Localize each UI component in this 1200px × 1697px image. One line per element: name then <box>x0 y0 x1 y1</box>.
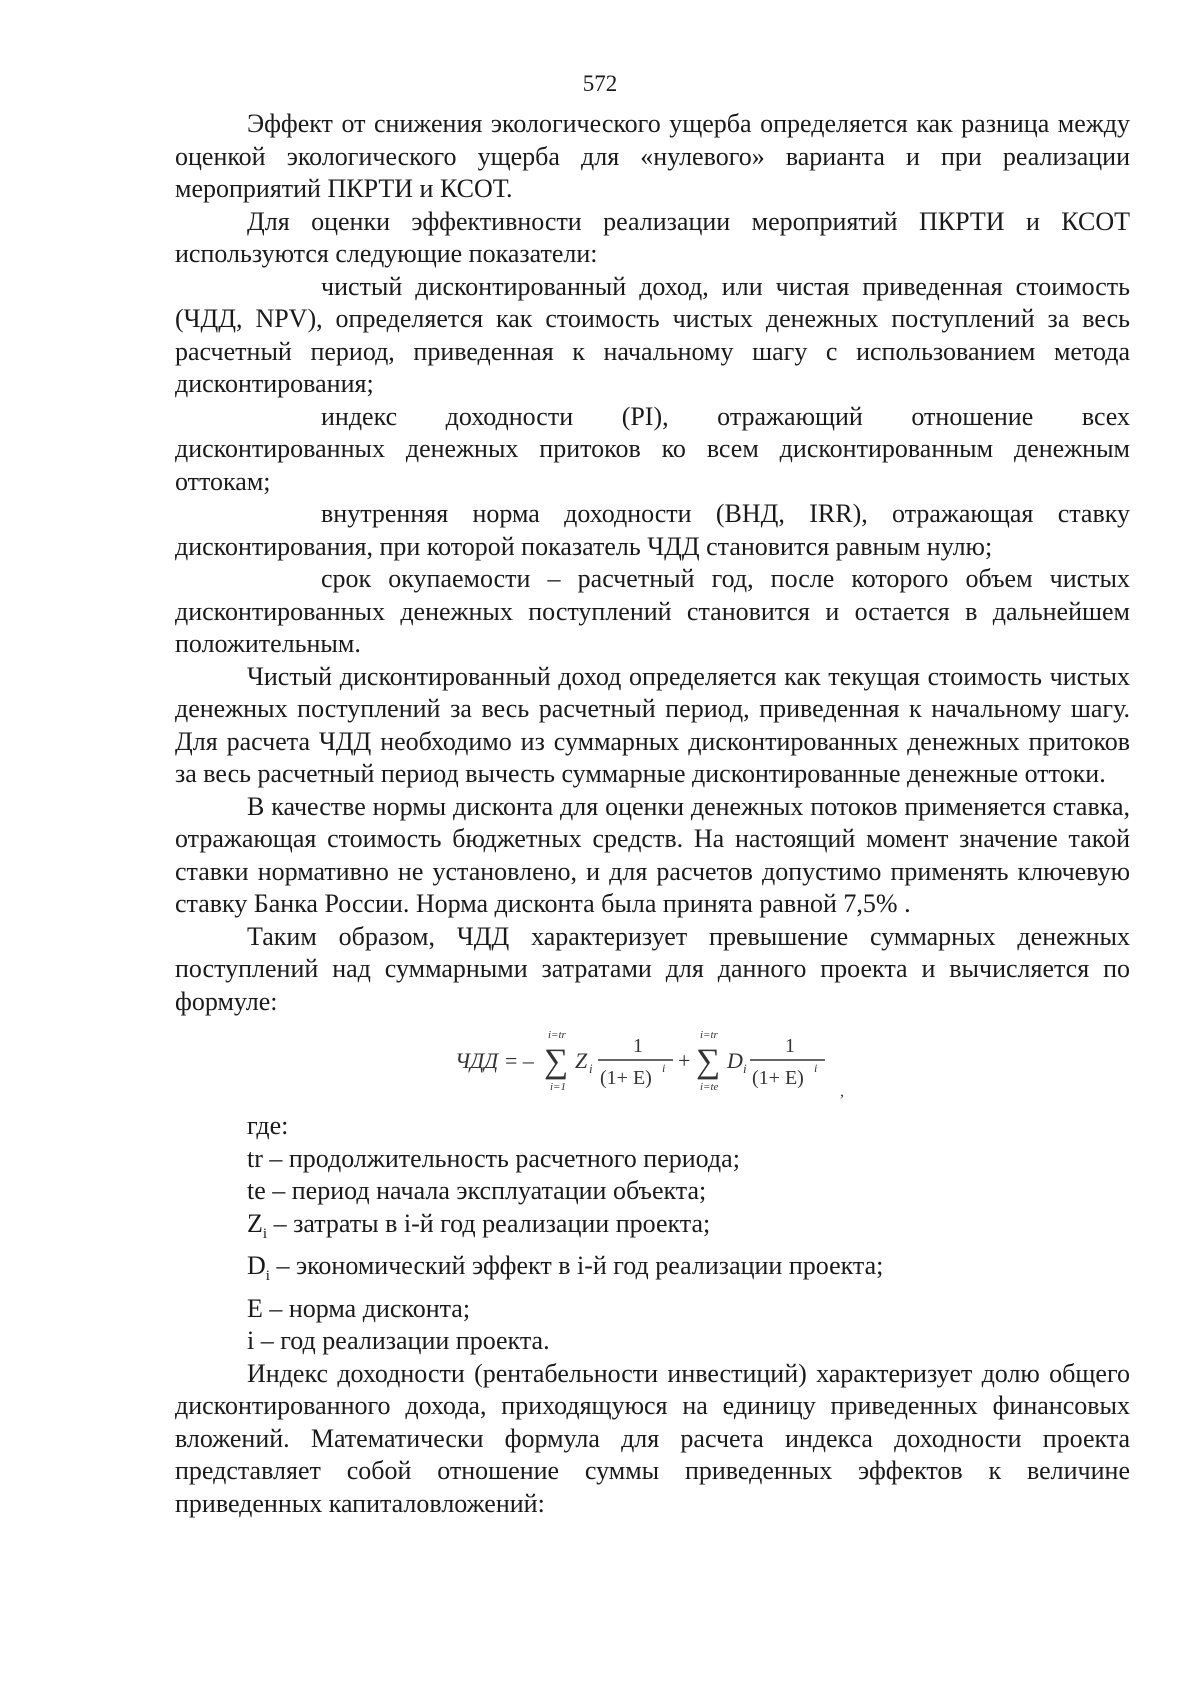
formula-sum1-bottom: i=1 <box>550 1081 566 1093</box>
npv-formula <box>175 1018 1130 1110</box>
definition-di-symbol: D <box>247 1251 266 1281</box>
definition-zi-text: – затраты в i-й год реализации проекта; <box>267 1208 711 1238</box>
formula-exp1: i <box>662 1061 666 1075</box>
definition-di-subscript: i <box>265 1268 270 1285</box>
definition-di-text: – экономический эффект в i-й год реализации проекта; <box>269 1251 884 1281</box>
formula-sum2-sign: ∑ <box>696 1043 721 1080</box>
definition-i: i – год реализации проекта. <box>247 1326 550 1356</box>
paragraph-npv: чистый дисконтированный доход, или чистая приведенная стоимость (ЧДД, NPV), определяется как стоимость чистых денежных поступлений за весь расчетный период, приведенная к начальному шагу с использованием метода дисконтирования; <box>175 271 1130 398</box>
definition-zi <box>175 1208 1130 1251</box>
formula-var-z-sub: i <box>589 1061 593 1076</box>
formula-sum2-top: i=tr <box>700 1029 718 1041</box>
formula-plus: + <box>678 1048 691 1073</box>
body-text <box>175 108 1130 1520</box>
paragraph-indicators-intro: Для оценки эффективности реализации мероприятий ПКРТИ и КСОТ используются следующие показатели: <box>175 206 1130 268</box>
paragraph-pi-definition: Индекс доходности (рентабельности инвестиций) характеризует долю общего дисконтированного дохода, приходящуюся на единицу приведенных финансовых вложений. Математически формула для расчета индекса доходности проекта представляет собой отношение суммы приведенных эффектов к величине приведенных капиталовложений: <box>175 1358 1130 1518</box>
paragraph-npv-definition: Чистый дисконтированный доход определяется как текущая стоимость чистых денежных поступлений за весь расчетный период, приведенная к начальному шагу. Для расчета ЧДД необходимо из суммарных дисконтированных денежных притоков за весь расчетный период вычесть суммарные дисконтированные денежные оттоки. <box>175 661 1130 788</box>
paragraph-payback: срок окупаемости – расчетный год, после которого объем чистых дисконтированных денежных поступлений становится и остается в дальнейшем положительным. <box>175 564 1130 658</box>
formula-exp2: i <box>814 1061 818 1075</box>
paragraph-discount-rate: В качестве нормы дисконта для оценки денежных потоков применяется ставка, отражающая стоимость бюджетных средств. На настоящий момент значение такой ставки нормативно не установлено, и для расчетов допустимо применять ключевую ставку Банка России. Норма дисконта была принята равной 7,5% . <box>175 791 1130 918</box>
formula-var-z: Z <box>575 1048 588 1073</box>
definition-zi-subscript: i <box>262 1225 268 1242</box>
definition-e: E – норма дисконта; <box>247 1293 471 1323</box>
paragraph-effect: Эффект от снижения экологического ущерба определяется как разница между оценкой экологического ущерба для «нулевого» варианта и при реализации мероприятий ПКРТИ и КСОТ. <box>175 109 1130 203</box>
paragraph-irr: внутренняя норма доходности (ВНД, IRR), отражающая ставку дисконтирования, при которой показатель ЧДД становится равным нулю; <box>175 499 1130 561</box>
formula-num1: 1 <box>633 1035 643 1057</box>
formula-var-d-sub: i <box>743 1061 747 1076</box>
formula-var-d: D <box>727 1048 743 1073</box>
formula-sum1-top: i=tr <box>548 1029 566 1041</box>
formula-sum1-sign: ∑ <box>544 1043 569 1080</box>
paragraph-pi: индекс доходности (PI), отражающий отношение всех дисконтированных денежных притоков ко всем дисконтированным денежным оттокам; <box>175 401 1130 496</box>
formula-trailing-comma: , <box>840 1083 844 1100</box>
formula-den1: (1+ E) <box>600 1067 652 1089</box>
formula-den2: (1+ E) <box>752 1067 804 1089</box>
formula-lhs: ЧДД <box>455 1048 499 1073</box>
npv-formula-graphic <box>455 1020 855 1108</box>
definition-tr: tr – продолжительность расчетного периода; <box>247 1143 740 1173</box>
formula-equals: = – <box>505 1048 534 1073</box>
paragraph-formula-intro: Таким образом, ЧДД характеризует превышение суммарных денежных поступлений над суммарными затратами для данного проекта и вычисляется по формуле: <box>175 921 1130 1016</box>
definitions-intro: где: <box>247 1111 289 1140</box>
formula-sum2-bottom: i=te <box>700 1081 719 1093</box>
definition-te: te – период начала эксплуатации объекта; <box>247 1176 707 1205</box>
definition-di <box>175 1250 1130 1293</box>
definition-zi-symbol: Z <box>247 1208 263 1238</box>
formula-num2: 1 <box>785 1035 795 1057</box>
page-number: 572 <box>582 71 618 96</box>
